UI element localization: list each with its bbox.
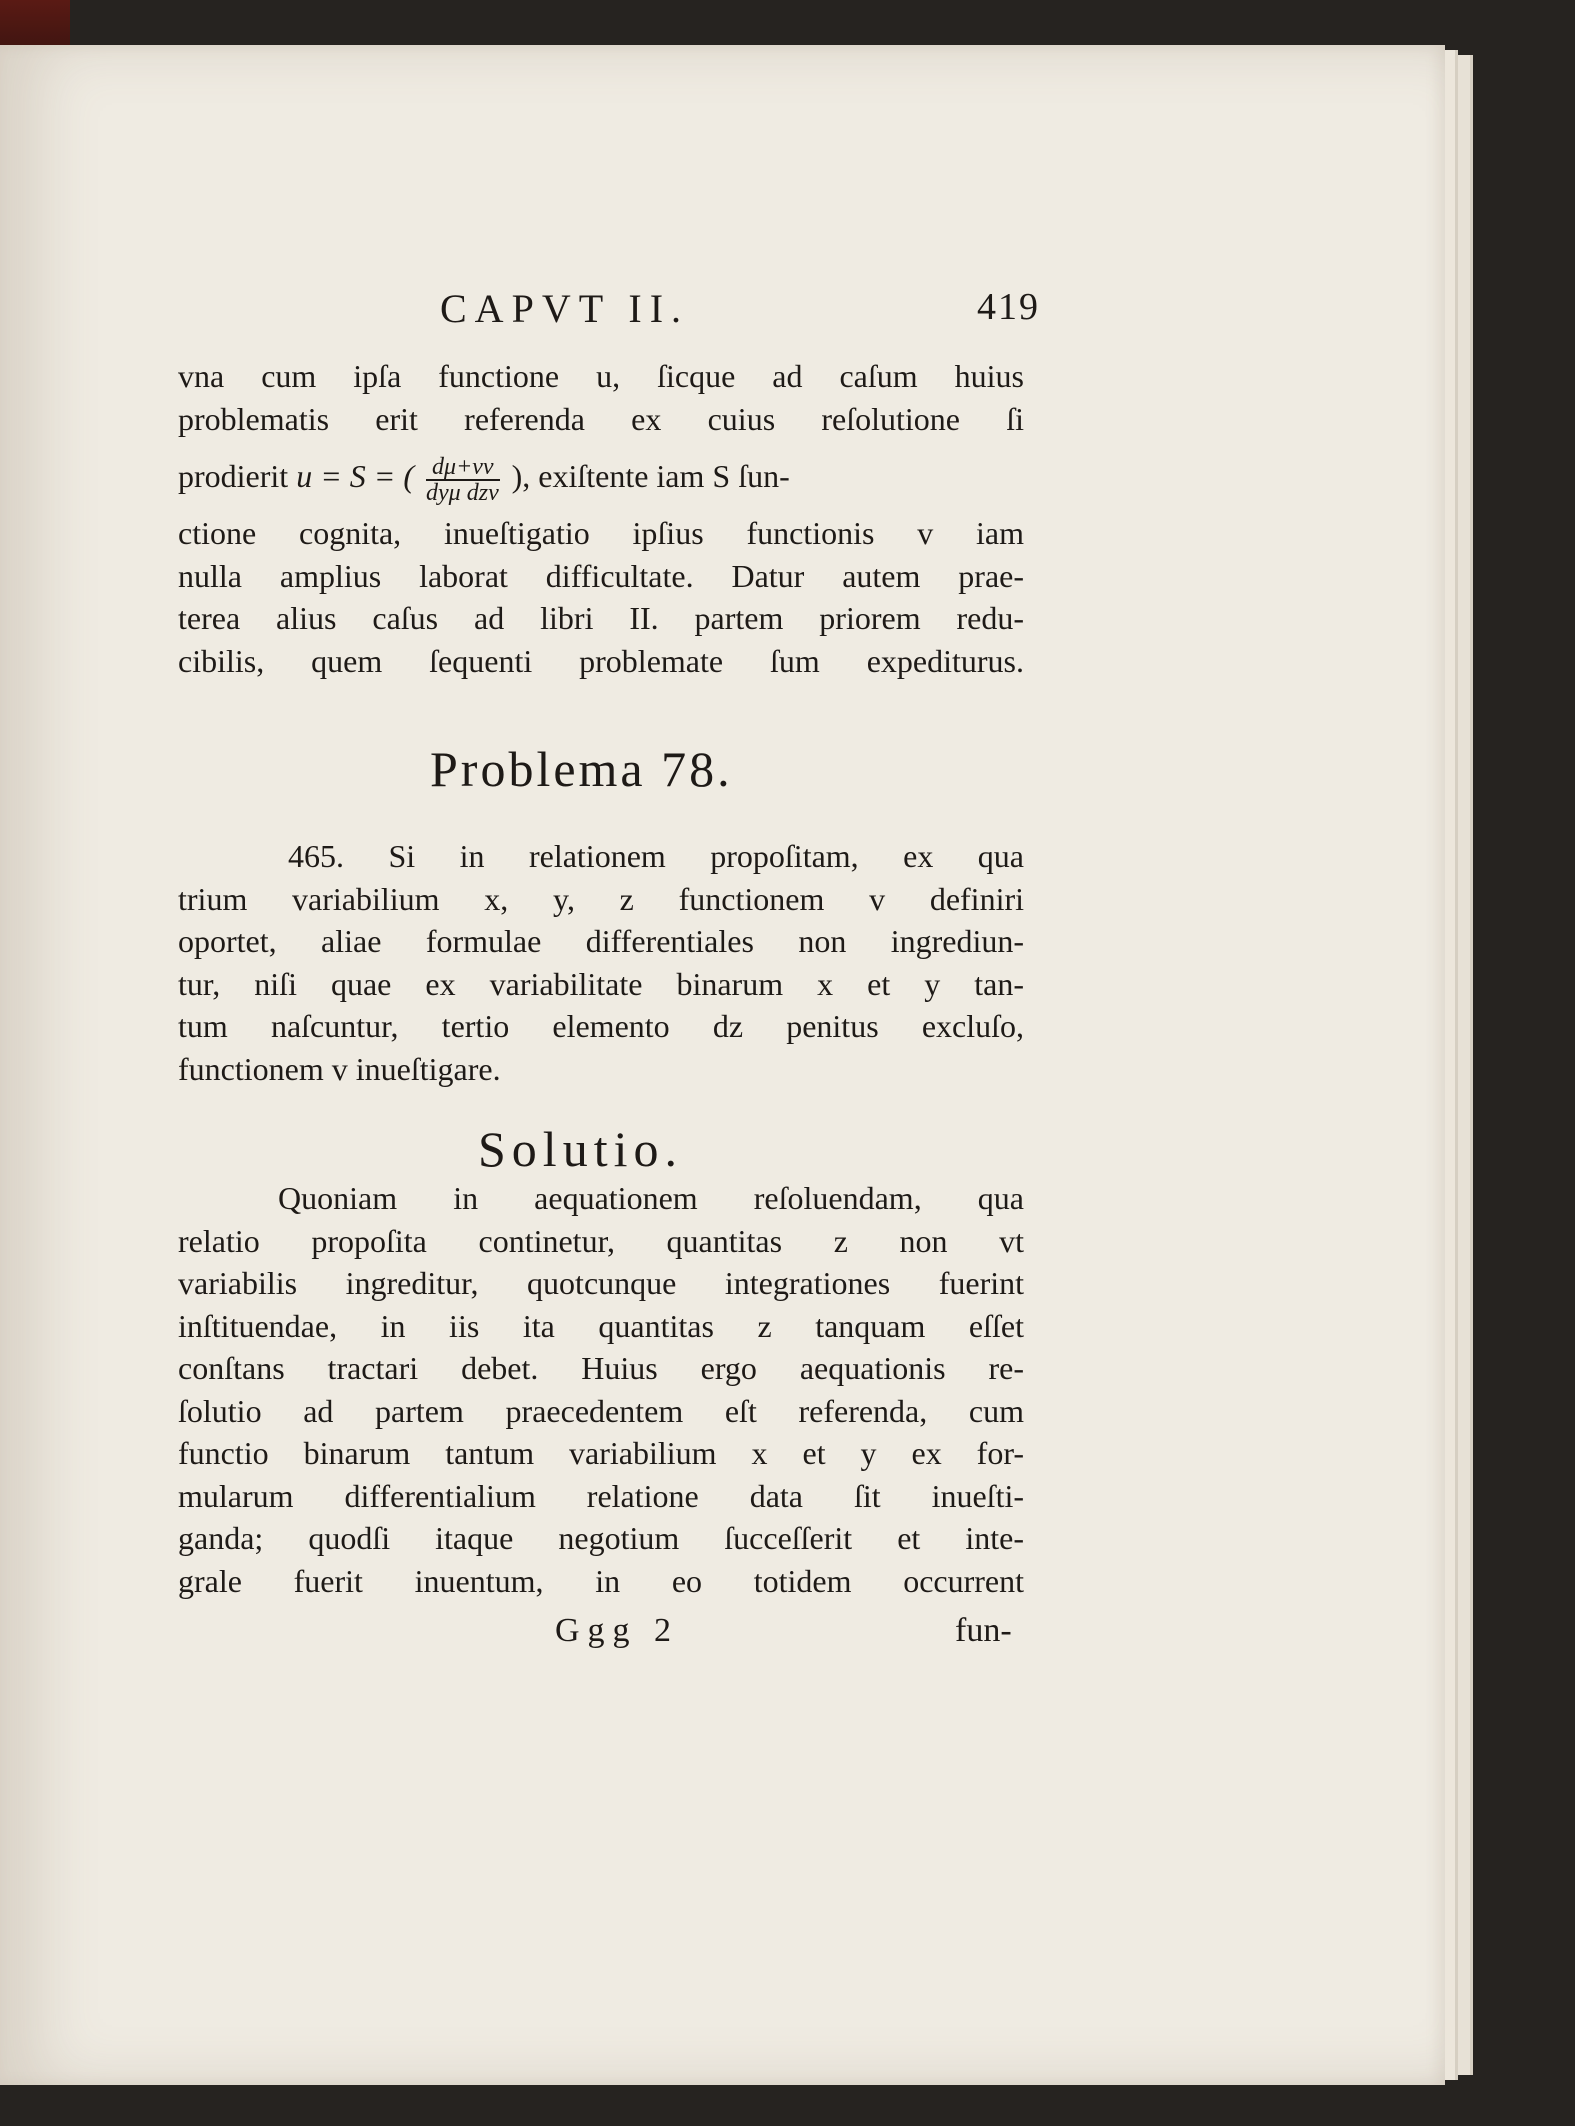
problem-paragraph [178,835,1024,1090]
solution-line-2: relatio propoſita continetur, quantitas z non vt [178,1222,1024,1259]
intro-line-6: terea alius caſus ad libri II. partem priorem redu- [178,600,1024,636]
header-title: CAPVT II. [440,286,690,331]
solution-line-1: Quoniam in aequationem reſoluendam, qua [278,1180,1024,1216]
problem-line-5: tum naſcuntur, tertio elemento dz penitus excluſo, [178,1008,1024,1044]
catchword: fun- [955,1612,1012,1649]
problem-line-3: oportet, aliae formulae differentiales non ingrediun- [178,923,1024,959]
intro-line-1: vna cum ipſa functione u, ſicque ad caſum huius [178,358,1024,394]
solution-line-5: conſtans tractari debet. Huius ergo aequationis re- [178,1350,1024,1386]
formula-numerator: dμ+νv [426,455,500,481]
solution-line-7: functio binarum tantum variabilium x et y ex for- [178,1435,1024,1471]
formula-line [178,440,1024,512]
solution-line-9: ganda; quodſi itaque negotium ſucceſſerit et inte- [178,1520,1024,1556]
running-header [440,285,1040,332]
formula-suffix: ), exiſtente iam S ſun- [511,458,790,494]
solution-line-4: inſtituendae, in iis ita quantitas z tanquam eſſet [178,1307,1024,1344]
intro-paragraph [178,355,1024,682]
signature-mark: Ggg 2 [555,1612,680,1649]
intro-line-4: ctione cognita, inueſtigatio ipſius functionis v iam [178,515,1024,551]
problem-line-6: functionem v inueſtigare. [178,1050,501,1087]
solution-title: Solutio. [478,1121,683,1177]
intro-line-5: nulla amplius laborat difficultate. Datur autem prae- [178,557,1024,594]
formula-denominator: dyμ dzν [426,479,499,506]
intro-line-2: problematis erit referenda ex cuius reſolutione ſi [178,400,1024,437]
problem-line-4: tur, niſi quae ex variabilitate binarum x et y tan- [178,965,1024,1002]
problem-line-2: trium variabilium x, y, z functionem v definiri [178,880,1024,917]
problem-line-1: 465. Si in relationem propoſitam, ex qua [288,838,1024,874]
formula-prefix: prodierit [178,458,289,494]
formula-lhs: u = S = ( [296,458,415,494]
formula-fraction [426,455,500,505]
solution-line-10: grale fuerit inuentum, in eo totidem occurrent [178,1562,1024,1599]
solution-paragraph [178,1177,1024,1602]
solution-line-6: ſolutio ad partem praecedentem eſt referenda, cum [178,1392,1024,1429]
problem-title: Problema 78. [430,741,733,797]
solution-line-8: mularum differentialium relatione data ſit inueſti- [178,1477,1024,1514]
intro-line-7: cibilis, quem ſequenti problemate ſum expediturus. [178,642,1024,679]
page-number: 419 [977,286,1040,328]
solution-line-3: variabilis ingreditur, quotcunque integrationes fuerint [178,1265,1024,1301]
